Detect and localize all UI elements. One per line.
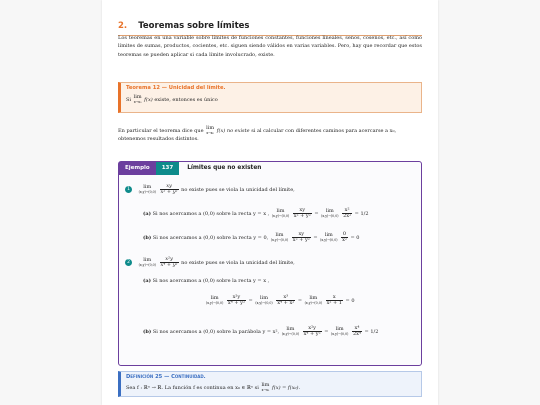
item-number-badge: 1 xyxy=(125,186,132,193)
section-heading xyxy=(118,13,422,36)
definition-body: Sea f : ℝⁿ → ℝ. La función f es continua en x₀ ∈ ℝⁿ si lim x→x₀ f(x) = f(x₀). xyxy=(126,382,301,392)
definition-header: Definición 25 — Continuidad. xyxy=(126,374,206,380)
document-page xyxy=(102,0,438,405)
theorem-header: Teorema 12 — Unicidad del límite. xyxy=(126,85,226,91)
definition-box xyxy=(118,371,422,397)
section-title: Teoremas sobre límites xyxy=(138,21,250,31)
item-number-badge: 2 xyxy=(125,259,132,266)
example-item-2: 2 lim (x,y)→(0,0) $\frac{\text{x²y}}{\text{x⁴ + y²}}$ no existe pues se viola la unicidad del límite, xyxy=(125,257,295,268)
remark-paragraph: En particular el teorema dice que lim x→x₀ f(x) no existe si al calcular con diferentes caminos para acercarse a x₀, obtenemos resultados distintos. xyxy=(118,125,397,143)
item-1a: (a) Si nos acercamos a (0,0) sobre la recta y = x , lim (x,y)→(0,0) $\frac{xy}{\text{x² + y²}}$ = lim (x,y)→(0,0) $\frac{\text{x²}}{\text{2x²}}$ = 1/2 xyxy=(143,207,369,219)
item-2a-eq: lim (x,y)→(0,0) $\frac{\text{x²y}}{\text{x⁴ + y²}}$ = lim (x,y)→(0,0) $\frac{\text{x³}}{\text{x⁴ + x²}}$ = lim (x,y)→(0,0) $\frac{x}{\text{x² + 1}}$ = 0 xyxy=(206,294,355,306)
section-number: 2. xyxy=(118,21,128,31)
example-item-1: 1 lim (x,y)→(0,0) $\frac{xy}{\text{x² + y²}}$ no existe pues se viola la unicidad del límite, xyxy=(125,184,295,195)
item-1b: (b) Si nos acercamos a (0,0) sobre la recta y = 0, lim (x,y)→(0,0) $\frac{xy}{\text{x² + y²}}$ = lim (x,y)→(0,0) $\frac{0}{\text{x²}}$ = 0 xyxy=(143,231,360,243)
example-header xyxy=(119,162,261,175)
intro-paragraph: Los teoremas en una variable sobre límites de funciones constantes, funciones lineales, senos, cosenos, etc., así como límites de sumas, productos, cocientes, etc. siguen siendo válidos en varias variables. Pero, hay que recordar que estos teoremas se pueden aplicar si cada límite involucrado, existe. xyxy=(118,35,422,58)
theorem-post: existe, entonces es único xyxy=(154,97,218,103)
example-tag: Ejemplo xyxy=(119,162,156,175)
example-box xyxy=(118,161,422,366)
item-2a-text: (a) Si nos acercamos a (0,0) sobre la recta y = x , xyxy=(143,278,270,284)
example-number: 137 xyxy=(156,162,179,175)
item-2b: (b) Si nos acercamos a (0,0) sobre la parábola y = x², lim (x,y)→(0,0) $\frac{\text{x²y}}{\text{x⁴ + y²}}$ = lim (x,y)→(0,0) $\frac{\text{x⁴}}{\text{2x⁴}}$ = 1/2 xyxy=(143,325,379,337)
limit-operator: lim x→x₀ xyxy=(133,94,142,104)
theorem-expr: f(x) xyxy=(144,97,153,103)
theorem-box xyxy=(118,82,422,113)
theorem-body xyxy=(126,95,416,104)
theorem-pre: Si xyxy=(126,97,132,103)
example-title: Límites que no existen xyxy=(187,165,262,171)
